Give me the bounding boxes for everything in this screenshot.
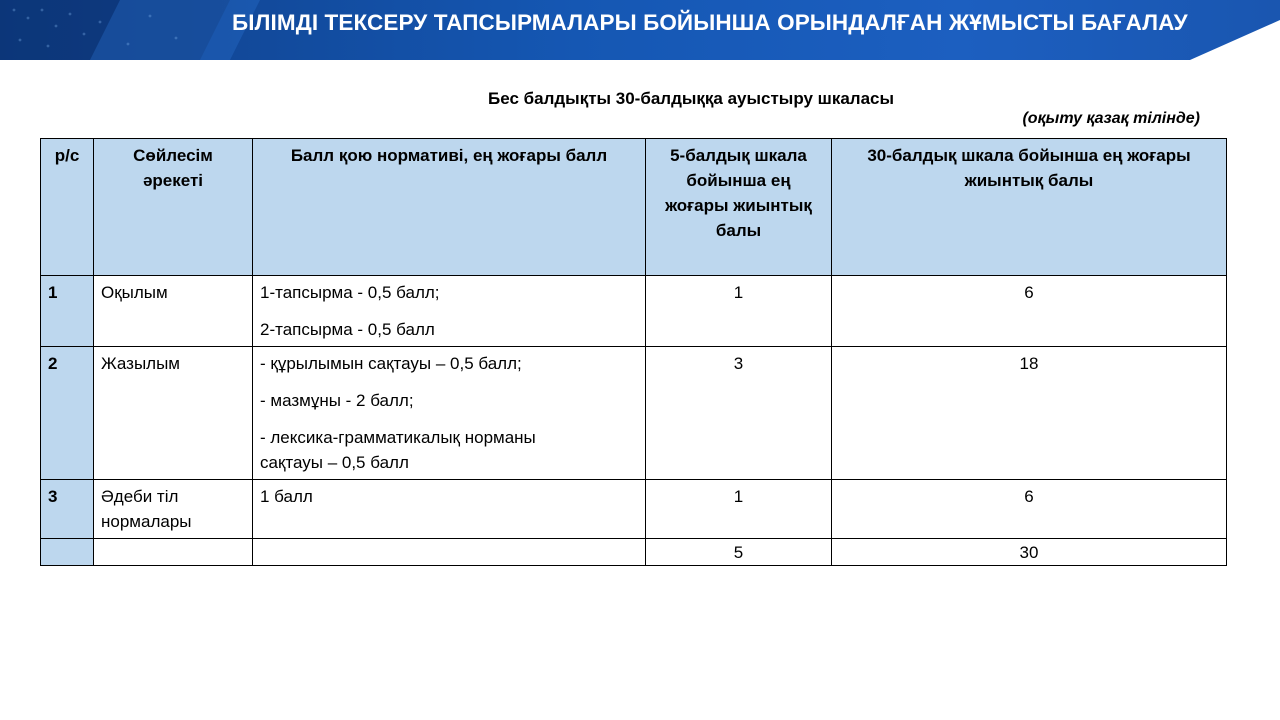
total-number	[41, 539, 94, 566]
column-header-number: р/с	[41, 139, 94, 276]
total-score30: 30	[832, 539, 1227, 566]
criteria-line: 1 балл	[260, 487, 313, 506]
row-activity: Әдеби тіл нормалары	[94, 480, 253, 539]
total-activity	[94, 539, 253, 566]
table-row	[41, 276, 1227, 347]
header-banner	[0, 0, 1280, 60]
row-score5: 1	[646, 276, 832, 347]
table-total-row	[41, 539, 1227, 566]
total-criteria	[253, 539, 646, 566]
total-score5: 5	[646, 539, 832, 566]
row-criteria	[253, 480, 646, 539]
row-score30: 18	[832, 347, 1227, 480]
page-title: БІЛІМДІ ТЕКСЕРУ ТАПСЫРМАЛАРЫ БОЙЫНША ОРЫНДАЛҒАН ЖҰМЫСТЫ БАҒАЛАУ	[232, 10, 1188, 35]
score-conversion-table	[40, 138, 1227, 566]
table-header-row	[41, 139, 1227, 276]
row-criteria	[253, 276, 646, 347]
row-criteria	[253, 347, 646, 480]
table-row	[41, 347, 1227, 480]
criteria-line: - мазмұны - 2 балл;	[260, 391, 414, 410]
row-score30: 6	[832, 480, 1227, 539]
criteria-line: - лексика-грамматикалық норманы	[260, 428, 536, 447]
row-activity: Оқылым	[94, 276, 253, 347]
table-row	[41, 480, 1227, 539]
criteria-line: 2-тапсырма - 0,5 балл	[260, 320, 435, 339]
row-number: 1	[41, 276, 94, 347]
column-header-criteria: Балл қою нормативі, ең жоғары балл	[253, 139, 646, 276]
criteria-line: - құрылымын сақтауы – 0,5 балл;	[260, 354, 522, 373]
row-activity: Жазылым	[94, 347, 253, 480]
row-number: 3	[41, 480, 94, 539]
column-header-score5: 5-балдық шкала бойынша ең жоғары жиынтық балы	[646, 139, 832, 276]
row-score5: 1	[646, 480, 832, 539]
row-number: 2	[41, 347, 94, 480]
criteria-line: 1-тапсырма - 0,5 балл;	[260, 283, 440, 302]
row-score30: 6	[832, 276, 1227, 347]
row-score5: 3	[646, 347, 832, 480]
column-header-score30: 30-балдық шкала бойынша ең жоғары жиынтық балы	[832, 139, 1227, 276]
table-caption: Бес балдықты 30-балдыққа ауыстыру шкаласы	[488, 89, 895, 108]
language-note: (оқыту қазақ тілінде)	[1022, 110, 1200, 127]
criteria-line: сақтауы – 0,5 балл	[260, 453, 409, 472]
column-header-activity: Сөйлесім әрекеті	[94, 139, 253, 276]
